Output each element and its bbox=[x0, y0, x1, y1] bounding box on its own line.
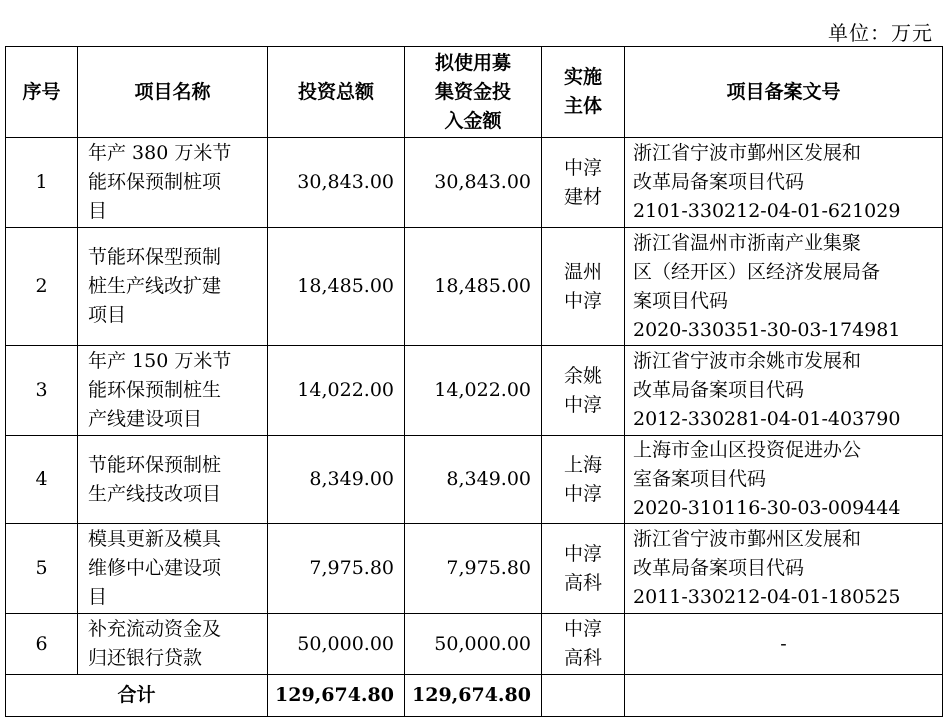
record-line: 2011-330212-04-01-180525 bbox=[633, 586, 901, 608]
header-raised-line: 入金额 bbox=[444, 109, 502, 132]
row-no: 1 bbox=[6, 138, 78, 228]
project-name-line: 模具更新及模具 bbox=[88, 528, 222, 550]
project-name-line: 年产 150 万米节 bbox=[88, 350, 232, 372]
row-entity bbox=[542, 138, 625, 228]
record-line: 上海市金山区投资促进办公 bbox=[633, 439, 862, 461]
row-total-investment: 18,485.00 bbox=[268, 228, 405, 346]
project-name-line: 能环保预制桩生 bbox=[88, 379, 222, 401]
entity-line: 中淳 bbox=[563, 393, 602, 416]
row-project-name bbox=[78, 138, 268, 228]
header-raised-line: 拟使用募 bbox=[434, 51, 511, 74]
row-entity bbox=[542, 614, 625, 675]
investment-projects-table bbox=[5, 46, 943, 717]
row-record-number bbox=[625, 346, 943, 436]
table-row bbox=[6, 346, 943, 436]
row-entity bbox=[542, 524, 625, 614]
table-header-row bbox=[6, 47, 943, 138]
row-total-investment: 50,000.00 bbox=[268, 614, 405, 675]
project-name-line: 归还银行贷款 bbox=[88, 647, 203, 669]
row-project-name bbox=[78, 524, 268, 614]
header-record: 项目备案文号 bbox=[625, 47, 943, 138]
row-no: 2 bbox=[6, 228, 78, 346]
header-name: 项目名称 bbox=[78, 47, 268, 138]
entity-line: 高科 bbox=[563, 647, 602, 669]
project-name-line: 年产 380 万米节 bbox=[88, 142, 232, 164]
record-line: 2101-330212-04-01-621029 bbox=[633, 200, 901, 222]
header-entity-line: 主体 bbox=[563, 95, 602, 117]
entity-line: 上海 bbox=[563, 453, 602, 476]
row-raised-amount: 30,843.00 bbox=[405, 138, 542, 228]
table-row bbox=[6, 228, 943, 346]
row-raised-amount: 14,022.00 bbox=[405, 346, 542, 436]
row-no: 5 bbox=[6, 524, 78, 614]
record-line: 区（经开区）区经济发展局备 bbox=[633, 260, 881, 283]
total-label: 合计 bbox=[6, 675, 268, 717]
project-name-line: 节能环保预制桩 bbox=[88, 453, 222, 476]
entity-line: 中淳 bbox=[563, 289, 602, 312]
project-name-line: 项目 bbox=[88, 304, 127, 326]
entity-line: 温州 bbox=[563, 260, 602, 283]
project-name-line: 产线建设项目 bbox=[88, 408, 203, 430]
record-line: 改革局备案项目代码 bbox=[633, 171, 805, 193]
entity-line: 余姚 bbox=[563, 364, 602, 387]
project-name-line: 维修中心建设项 bbox=[88, 557, 222, 579]
header-entity-line: 实施 bbox=[563, 66, 602, 88]
row-raised-amount: 50,000.00 bbox=[405, 614, 542, 675]
row-total-investment: 8,349.00 bbox=[268, 436, 405, 524]
entity-line: 高科 bbox=[563, 571, 602, 594]
header-raised-line: 集资金投 bbox=[434, 80, 511, 103]
row-project-name bbox=[78, 436, 268, 524]
row-record-number bbox=[625, 228, 943, 346]
record-line: 浙江省宁波市鄞州区发展和 bbox=[633, 528, 862, 550]
record-line: 2020-330351-30-03-174981 bbox=[633, 318, 901, 341]
row-record-number bbox=[625, 524, 943, 614]
row-no: 4 bbox=[6, 436, 78, 524]
row-record-number bbox=[625, 614, 943, 675]
record-line: 2012-330281-04-01-403790 bbox=[633, 408, 901, 430]
project-name-line: 节能环保型预制 bbox=[88, 246, 222, 268]
table-row bbox=[6, 436, 943, 524]
total-record-empty bbox=[625, 675, 943, 717]
entity-line: 建材 bbox=[563, 185, 602, 208]
header-raised bbox=[405, 47, 542, 138]
total-investment: 129,674.80 bbox=[268, 675, 405, 717]
row-record-number bbox=[625, 138, 943, 228]
unit-label: 单位：万元 bbox=[828, 21, 933, 45]
header-no: 序号 bbox=[6, 47, 78, 138]
row-raised-amount: 8,349.00 bbox=[405, 436, 542, 524]
record-line: - bbox=[780, 632, 787, 655]
entity-line: 中淳 bbox=[563, 618, 602, 640]
record-line: 改革局备案项目代码 bbox=[633, 379, 805, 401]
row-project-name bbox=[78, 228, 268, 346]
row-no: 6 bbox=[6, 614, 78, 675]
total-raised: 129,674.80 bbox=[405, 675, 542, 717]
record-line: 浙江省宁波市余姚市发展和 bbox=[633, 350, 862, 372]
row-raised-amount: 7,975.80 bbox=[405, 524, 542, 614]
table-row bbox=[6, 614, 943, 675]
record-line: 浙江省宁波市鄞州区发展和 bbox=[633, 142, 862, 164]
project-name-line: 补充流动资金及 bbox=[88, 618, 222, 640]
header-total: 投资总额 bbox=[268, 47, 405, 138]
record-line: 案项目代码 bbox=[633, 289, 729, 312]
table-row bbox=[6, 524, 943, 614]
row-project-name bbox=[78, 614, 268, 675]
row-total-investment: 14,022.00 bbox=[268, 346, 405, 436]
row-entity bbox=[542, 436, 625, 524]
total-entity-empty bbox=[542, 675, 625, 717]
header-entity bbox=[542, 47, 625, 138]
total-row bbox=[6, 675, 943, 717]
row-project-name bbox=[78, 346, 268, 436]
record-line: 浙江省温州市浙南产业集聚 bbox=[633, 231, 862, 254]
row-raised-amount: 18,485.00 bbox=[405, 228, 542, 346]
table-row bbox=[6, 138, 943, 228]
project-name-line: 生产线技改项目 bbox=[88, 482, 222, 505]
record-line: 改革局备案项目代码 bbox=[633, 557, 805, 579]
project-name-line: 目 bbox=[88, 586, 108, 608]
record-line: 2020-310116-30-03-009444 bbox=[633, 497, 901, 519]
project-name-line: 能环保预制桩项 bbox=[88, 171, 222, 193]
row-record-number bbox=[625, 436, 943, 524]
entity-line: 中淳 bbox=[563, 542, 602, 565]
project-name-line: 目 bbox=[88, 200, 108, 222]
entity-line: 中淳 bbox=[563, 482, 602, 505]
entity-line: 中淳 bbox=[563, 156, 602, 179]
row-no: 3 bbox=[6, 346, 78, 436]
row-total-investment: 7,975.80 bbox=[268, 524, 405, 614]
project-name-line: 桩生产线改扩建 bbox=[88, 275, 222, 297]
row-entity bbox=[542, 228, 625, 346]
record-line: 室备案项目代码 bbox=[633, 468, 767, 490]
row-total-investment: 30,843.00 bbox=[268, 138, 405, 228]
row-entity bbox=[542, 346, 625, 436]
